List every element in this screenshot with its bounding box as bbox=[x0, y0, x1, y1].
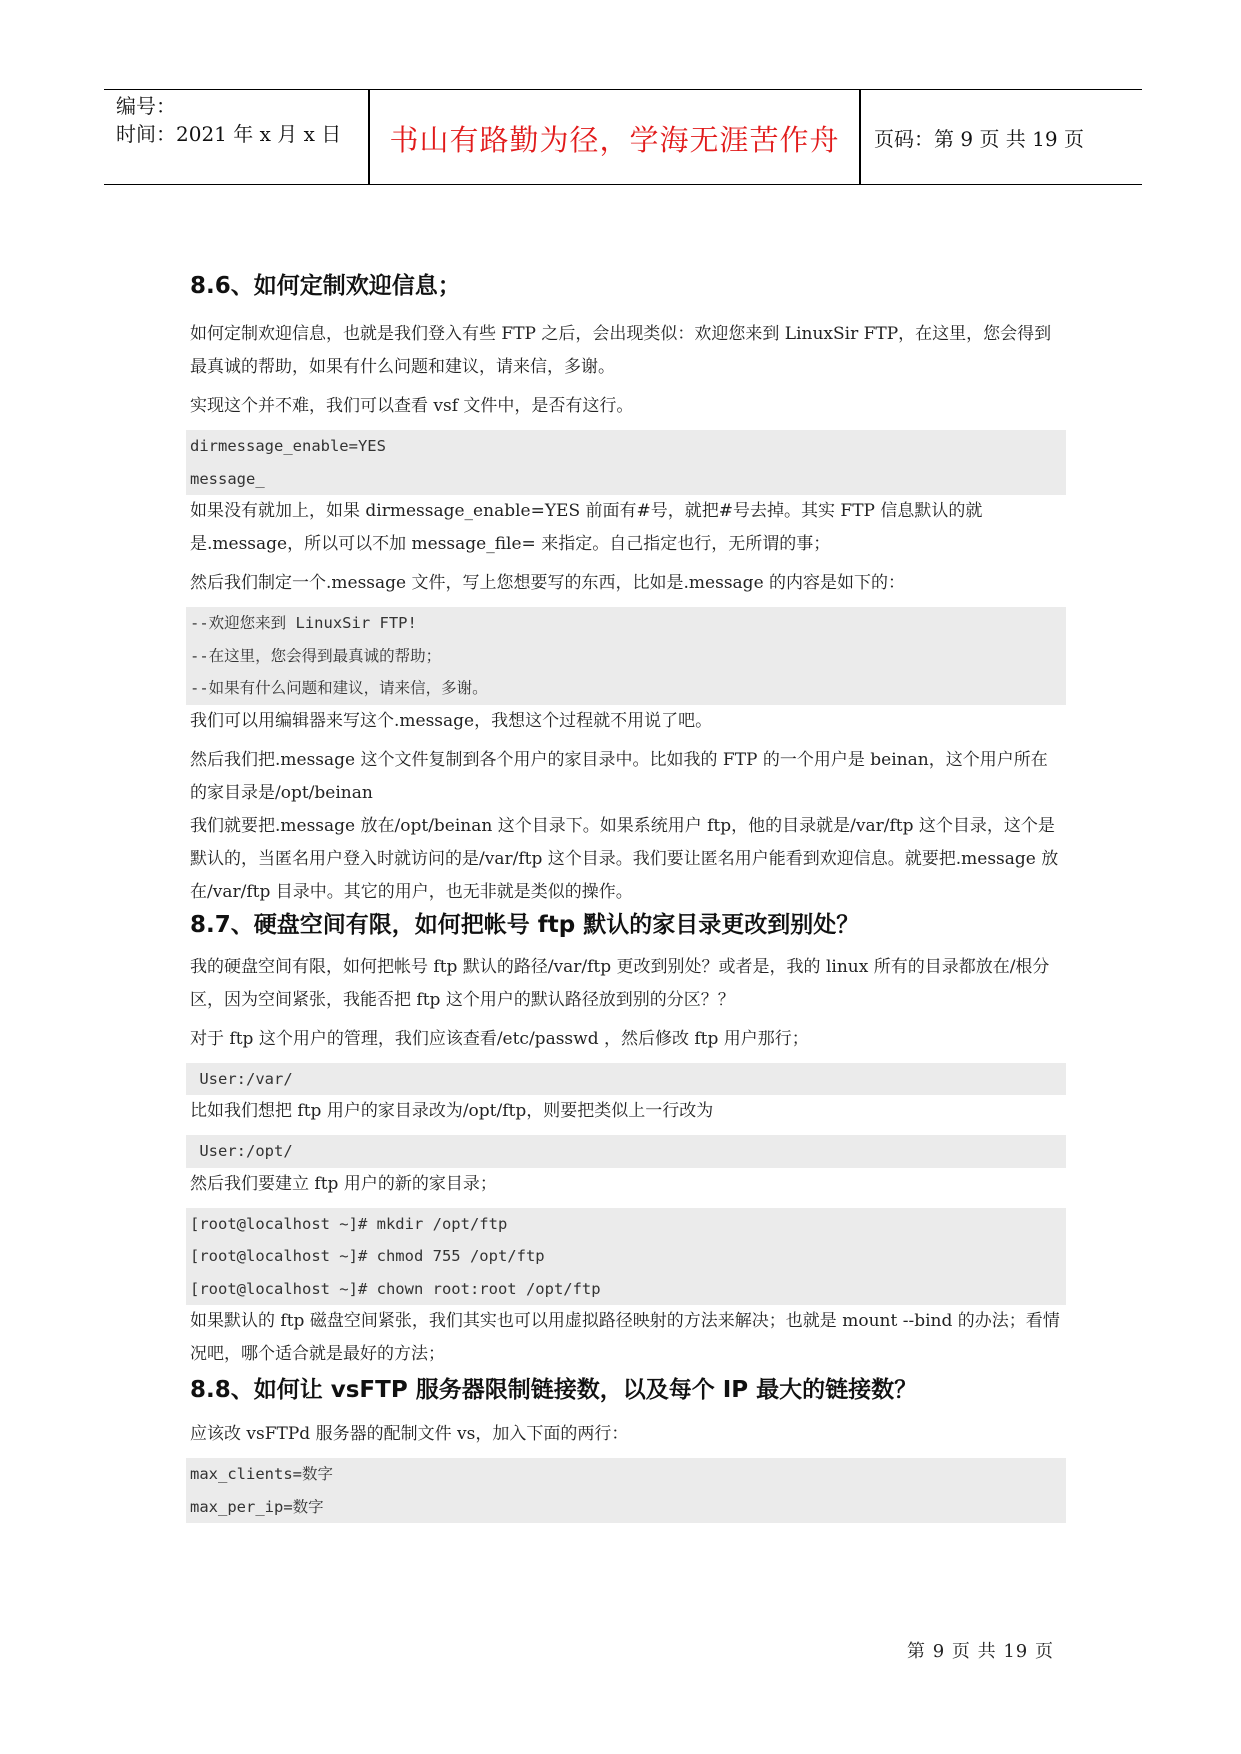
code-block bbox=[186, 1135, 1066, 1168]
section-heading: 8.8、如何让 vsFTP 服务器限制链接数，以及每个 IP 最大的链接数？ bbox=[190, 1377, 918, 1403]
code-line: --如果有什么问题和建议，请来信，多谢。 bbox=[190, 679, 488, 697]
header-motto: 书山有路勤为径，学海无涯苦作舟 bbox=[389, 123, 840, 157]
code-block bbox=[186, 430, 1066, 495]
paragraph: 如何定制欢迎信息，也就是我们登入有些 FTP 之后，会出现类似：欢迎您来到 LinuxSir FTP，在这里，您会得到最真诚的帮助，如果有什么问题和建议，请来信，多谢。 bbox=[190, 324, 1052, 377]
paragraph: 如果没有就加上，如果 dirmessage_enable=YES 前面有#号，就把#号去掉。其实 FTP 信息默认的就是.message，所以可以不加 message_file= 来指定。自己指定也行，无所谓的事； bbox=[190, 501, 983, 554]
paragraph: 比如我们想把 ftp 用户的家目录改为/opt/ftp，则要把类似上一行改为 bbox=[190, 1101, 714, 1121]
paragraph: 然后我们把.message 这个文件复制到各个用户的家目录中。比如我的 FTP 的一个用户是 beinan，这个用户所在的家目录是/opt/beinan bbox=[190, 749, 1048, 803]
section-heading: 8.7、硬盘空间有限，如何把帐号 ftp 默认的家目录更改到别处？ bbox=[190, 911, 860, 938]
code-line: --欢迎您来到 LinuxSir FTP! bbox=[190, 614, 417, 632]
code-block bbox=[186, 1063, 1066, 1096]
paragraph: 我们可以用编辑器来写这个.message，我想这个过程就不用说了吧。 bbox=[190, 710, 713, 731]
date-line: 时间：2021 年 x 月 x 日 bbox=[116, 122, 342, 146]
code-line: [root@localhost ~]# chown root:root /opt/ftp bbox=[190, 1279, 601, 1298]
code-line: max_clients=数字 bbox=[190, 1465, 333, 1483]
code-line: --在这里，您会得到最真诚的帮助； bbox=[190, 646, 442, 665]
code-line: max_per_ip=数字 bbox=[190, 1497, 324, 1516]
paragraph: 如果默认的 ftp 磁盘空间紧张，我们其实也可以用虚拟路径映射的方法来解决；也就是 mount --bind 的办法；看情况吧，哪个适合就是最好的方法； bbox=[190, 1311, 1060, 1364]
paragraph: 然后我们要建立 ftp 用户的新的家目录； bbox=[190, 1173, 497, 1194]
document-body bbox=[190, 270, 1062, 1523]
header-meta bbox=[116, 92, 366, 148]
section-heading: 8.6、如何定制欢迎信息； bbox=[190, 273, 461, 299]
header-page-info: 页码：第 9 页 共 19 页 bbox=[874, 127, 1084, 151]
page-header bbox=[104, 89, 1142, 185]
code-line: dirmessage_enable=YES bbox=[190, 437, 386, 455]
paragraph: 然后我们制定一个.message 文件，写上您想要写的东西，比如是.message 的内容是如下的： bbox=[190, 573, 906, 593]
paragraph: 对于 ftp 这个用户的管理，我们应该查看/etc/passwd ，然后修改 ftp 用户那行； bbox=[190, 1028, 809, 1049]
code-block bbox=[186, 1208, 1066, 1306]
paragraph: 应该改 vsFTPd 服务器的配制文件 vs，加入下面的两行： bbox=[190, 1424, 629, 1444]
serial-number-label: 编号： bbox=[116, 94, 176, 118]
code-line: User:/opt/ bbox=[190, 1142, 293, 1160]
page-footer: 第 9 页 共 19 页 bbox=[907, 1641, 1054, 1662]
code-line: [root@localhost ~]# mkdir /opt/ftp bbox=[190, 1214, 508, 1233]
paragraph: 我的硬盘空间有限，如何把帐号 ftp 默认的路径/var/ftp 更改到别处？或者是，我的 linux 所有的目录都放在/根分区，因为空间紧张，我能否把 ftp 这个用户的默认路径放到别的分区？？ bbox=[190, 956, 1050, 1010]
code-block bbox=[186, 1458, 1066, 1523]
header-divider bbox=[859, 90, 861, 184]
code-line: message_ bbox=[190, 469, 265, 488]
code-line: [root@localhost ~]# chmod 755 /opt/ftp bbox=[190, 1247, 545, 1265]
code-block bbox=[186, 607, 1066, 705]
paragraph: 实现这个并不难，我们可以查看 vsf 文件中，是否有这行。 bbox=[190, 396, 634, 416]
paragraph: 我们就要把.message 放在/opt/beinan 这个目录下。如果系统用户 ftp，他的目录就是/var/ftp 这个目录，这个是默认的，当匿名用户登入时就访问的是/var/ftp 这个目录。我们要让匿名用户能看到欢迎信息。就要把.message 放在/var/ftp 目录中。其它的用户，也无非就是类似的操作。 bbox=[190, 815, 1059, 902]
code-line: User:/var/ bbox=[190, 1069, 293, 1088]
